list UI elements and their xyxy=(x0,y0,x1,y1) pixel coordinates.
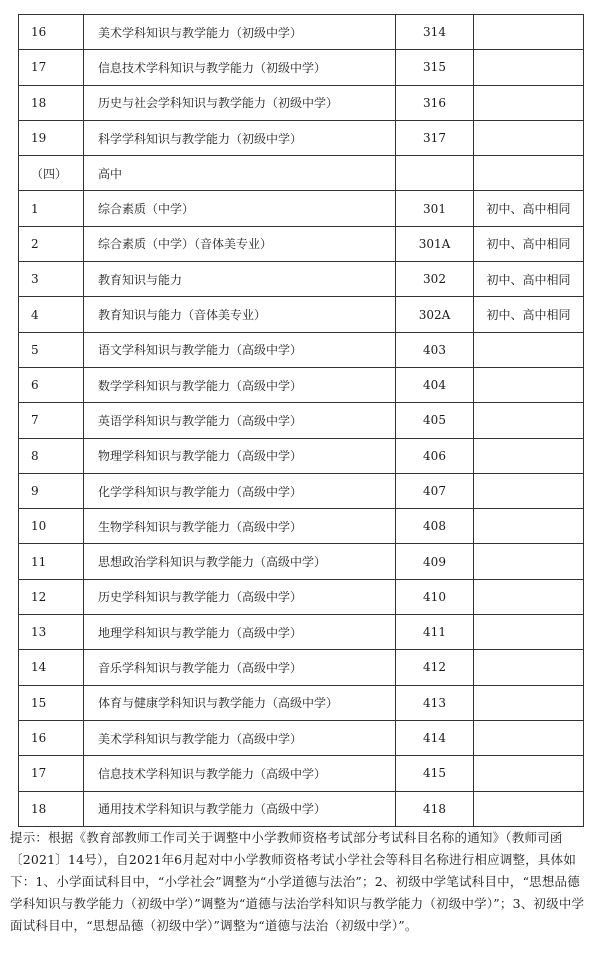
table-row xyxy=(19,650,584,685)
table-row xyxy=(19,473,584,508)
row-note xyxy=(474,50,584,85)
row-note: 初中、高中相同 xyxy=(474,191,584,226)
subject-code: 414 xyxy=(396,720,474,755)
row-note xyxy=(474,544,584,579)
subject-name: 通用技术学科知识与教学能力（高级中学） xyxy=(84,791,396,826)
row-number: 18 xyxy=(19,85,84,120)
table-row xyxy=(19,685,584,720)
subject-name: 语文学科知识与教学能力（高级中学） xyxy=(84,332,396,367)
subject-code: 412 xyxy=(396,650,474,685)
subject-code: 403 xyxy=(396,332,474,367)
row-note xyxy=(474,509,584,544)
row-number: 3 xyxy=(19,262,84,297)
row-number: 12 xyxy=(19,579,84,614)
subject-name: 体育与健康学科知识与教学能力（高级中学） xyxy=(84,685,396,720)
row-number: 9 xyxy=(19,473,84,508)
table-row xyxy=(19,509,584,544)
subject-name: 数学学科知识与教学能力（高级中学） xyxy=(84,367,396,402)
subject-name: 综合素质（中学） xyxy=(84,191,396,226)
row-note xyxy=(474,791,584,826)
row-number: 2 xyxy=(19,226,84,261)
subject-name: 信息技术学科知识与教学能力（高级中学） xyxy=(84,756,396,791)
row-number: 14 xyxy=(19,650,84,685)
subject-name: 综合素质（中学）（音体美专业） xyxy=(84,226,396,261)
row-number: 16 xyxy=(19,720,84,755)
table-row xyxy=(19,15,584,50)
subject-code: 302A xyxy=(396,297,474,332)
row-note xyxy=(474,579,584,614)
row-note xyxy=(474,756,584,791)
subject-code: 410 xyxy=(396,579,474,614)
row-note xyxy=(474,685,584,720)
subject-code: 418 xyxy=(396,791,474,826)
subject-name: 信息技术学科知识与教学能力（初级中学） xyxy=(84,50,396,85)
table-row xyxy=(19,791,584,826)
subject-code: 407 xyxy=(396,473,474,508)
table-row xyxy=(19,720,584,755)
notice-paragraph: 提示：根据《教育部教师工作司关于调整中小学教师资格考试部分考试科目名称的通知》（教师司函〔2021〕14号），自2021年6月起对中小学教师资格考试小学社会等科目名称进行相应调整，具体如下：1、小学面试科目中，“小学社会”调整为“小学道德与法治”；2、初级中学笔试科目中，“思想品德学科知识与教学能力（初级中学）”调整为“道德与法治学科知识与教学能力（初级中学）”；3、初级中学面试科目中，“思想品德（初级中学）”调整为“道德与法治（初级中学）”。 xyxy=(10,830,585,933)
table-row xyxy=(19,297,584,332)
subject-code: 415 xyxy=(396,756,474,791)
subject-code: 302 xyxy=(396,262,474,297)
subject-name: 音乐学科知识与教学能力（高级中学） xyxy=(84,650,396,685)
table-row xyxy=(19,544,584,579)
subject-name: 地理学科知识与教学能力（高级中学） xyxy=(84,615,396,650)
row-note xyxy=(474,156,584,191)
row-note xyxy=(474,438,584,473)
row-note xyxy=(474,367,584,402)
row-number: 4 xyxy=(19,297,84,332)
row-note: 初中、高中相同 xyxy=(474,297,584,332)
table-row xyxy=(19,756,584,791)
row-number: 18 xyxy=(19,791,84,826)
subject-name: 美术学科知识与教学能力（初级中学） xyxy=(84,15,396,50)
row-note xyxy=(474,85,584,120)
subject-name: 科学学科知识与教学能力（初级中学） xyxy=(84,120,396,155)
row-number: 15 xyxy=(19,685,84,720)
row-note xyxy=(474,615,584,650)
table-row xyxy=(19,332,584,367)
table-row xyxy=(19,156,584,191)
subject-code: 405 xyxy=(396,403,474,438)
subject-table xyxy=(18,14,584,827)
row-note xyxy=(474,720,584,755)
subject-code: 317 xyxy=(396,120,474,155)
row-number: 7 xyxy=(19,403,84,438)
subject-name: 英语学科知识与教学能力（高级中学） xyxy=(84,403,396,438)
row-number: 13 xyxy=(19,615,84,650)
subject-code: 409 xyxy=(396,544,474,579)
subject-name: 生物学科知识与教学能力（高级中学） xyxy=(84,509,396,544)
row-number: 6 xyxy=(19,367,84,402)
subject-name: 物理学科知识与教学能力（高级中学） xyxy=(84,438,396,473)
subject-code: 408 xyxy=(396,509,474,544)
subject-code: 316 xyxy=(396,85,474,120)
subject-code xyxy=(396,156,474,191)
table-row xyxy=(19,226,584,261)
subject-name: 高中 xyxy=(84,156,396,191)
subject-code: 406 xyxy=(396,438,474,473)
row-number: 8 xyxy=(19,438,84,473)
subject-name: 化学学科知识与教学能力（高级中学） xyxy=(84,473,396,508)
subject-code: 315 xyxy=(396,50,474,85)
subject-code: 301A xyxy=(396,226,474,261)
subject-code: 404 xyxy=(396,367,474,402)
row-note: 初中、高中相同 xyxy=(474,226,584,261)
subject-code: 301 xyxy=(396,191,474,226)
row-note: 初中、高中相同 xyxy=(474,262,584,297)
table-row xyxy=(19,262,584,297)
subject-code: 413 xyxy=(396,685,474,720)
table-row xyxy=(19,579,584,614)
row-number: 19 xyxy=(19,120,84,155)
row-number: 11 xyxy=(19,544,84,579)
row-note xyxy=(474,473,584,508)
table-row xyxy=(19,50,584,85)
subject-name: 教育知识与能力（音体美专业） xyxy=(84,297,396,332)
row-number: 16 xyxy=(19,15,84,50)
row-note xyxy=(474,15,584,50)
subject-name: 历史与社会学科知识与教学能力（初级中学） xyxy=(84,85,396,120)
row-note xyxy=(474,650,584,685)
table-row xyxy=(19,403,584,438)
subject-name: 美术学科知识与教学能力（高级中学） xyxy=(84,720,396,755)
subject-table-body xyxy=(19,15,584,827)
table-row xyxy=(19,438,584,473)
subject-name: 教育知识与能力 xyxy=(84,262,396,297)
row-number: 17 xyxy=(19,756,84,791)
row-note xyxy=(474,403,584,438)
table-row xyxy=(19,191,584,226)
subject-code: 314 xyxy=(396,15,474,50)
row-number: 17 xyxy=(19,50,84,85)
table-row xyxy=(19,85,584,120)
table-row xyxy=(19,120,584,155)
row-note xyxy=(474,332,584,367)
subject-code: 411 xyxy=(396,615,474,650)
row-number: 1 xyxy=(19,191,84,226)
table-row xyxy=(19,367,584,402)
row-number: 10 xyxy=(19,509,84,544)
row-number: （四） xyxy=(19,156,84,191)
subject-name: 历史学科知识与教学能力（高级中学） xyxy=(84,579,396,614)
row-number: 5 xyxy=(19,332,84,367)
row-note xyxy=(474,120,584,155)
subject-name: 思想政治学科知识与教学能力（高级中学） xyxy=(84,544,396,579)
table-row xyxy=(19,615,584,650)
